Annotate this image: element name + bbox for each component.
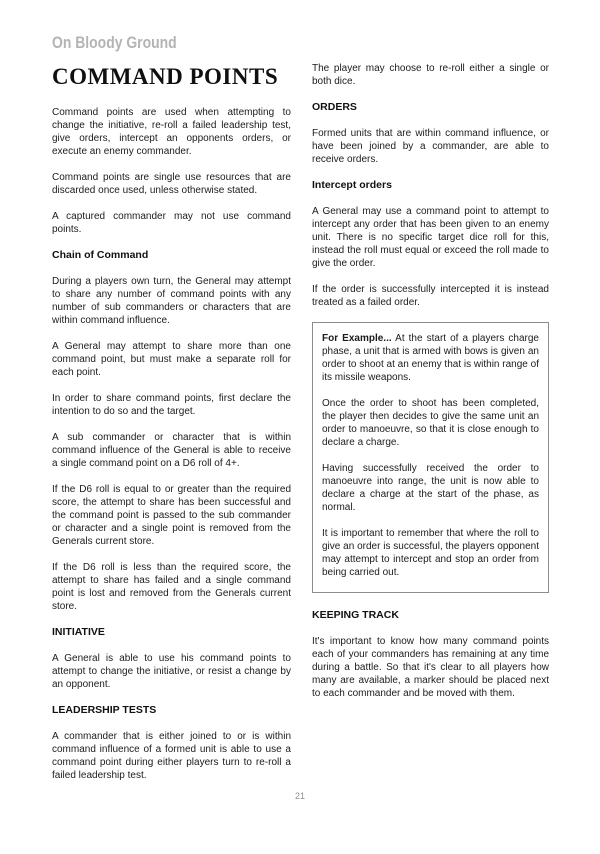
heading-intercept-orders: Intercept orders — [312, 179, 392, 191]
paragraph: Command points are used when attempting to change the initiative, re-roll a failed leadership test, give orders, intercept an opponents orders, or execute an enemy commander. — [52, 107, 291, 157]
page-title: COMMAND POINTS — [52, 64, 279, 89]
heading-initiative: INITIATIVE — [52, 626, 105, 638]
paragraph: A commander that is either joined to or is within command influence of a formed unit is able to use a command point during either players turn to re-roll a failed leadership test. — [52, 731, 291, 781]
left-column — [52, 64, 291, 795]
heading-chain-of-command: Chain of Command — [52, 249, 149, 261]
example-paragraph — [322, 332, 539, 384]
paragraph: If the D6 roll is equal to or greater than the required score, the attempt to share has been successful and the command point is passed to the sub commander or character and a single point is removed from the Generals current store. — [52, 484, 291, 547]
page-header-brand: On Bloody Ground — [52, 33, 177, 52]
paragraph: A sub commander or character that is within command influence of the General is able to receive a single command point on a D6 roll of 4+. — [52, 432, 291, 469]
paragraph: If the order is successfully intercepted it is instead treated as a failed order. — [312, 284, 549, 308]
heading-leadership-tests: LEADERSHIP TESTS — [52, 704, 157, 716]
paragraph: A General is able to use his command points to attempt to change the initiative, or resist a change by an opponent. — [52, 653, 291, 690]
paragraph: During a players own turn, the General may attempt to share any number of command points with any number of sub commanders or characters that are within command influence. — [52, 276, 291, 326]
page-number: 21 — [294, 791, 305, 801]
example-box — [312, 322, 549, 593]
right-column — [312, 62, 549, 713]
example-paragraph: Once the order to shoot has been completed, the player then decides to give the same unit an order to manoeuvre, so that it is close enough to declare a charge. — [322, 398, 539, 448]
heading-keeping-track: KEEPING TRACK — [312, 609, 399, 621]
paragraph: A captured commander may not use command points. — [52, 211, 291, 235]
example-lead: For Example... — [322, 333, 392, 344]
example-paragraph: Having successfully received the order to manoeuvre into range, the unit is now able to declare a charge at the start of the phase, as normal. — [322, 463, 539, 513]
paragraph: A General may use a command point to attempt to intercept any order that has been given to an enemy unit. There is no specific target dice roll for this, instead the roll must equal or exceed the roll made to give the order. — [312, 206, 549, 269]
example-paragraph: It is important to remember that where the roll to give an order is successful, the players opponent may attempt to intercept and stop an order from being carried out. — [322, 528, 539, 578]
paragraph: If the D6 roll is less than the required score, the attempt to share has failed and a single command point is lost and removed from the Generals current store. — [52, 562, 291, 612]
paragraph: The player may choose to re-roll either a single or both dice. — [312, 63, 549, 87]
paragraph: In order to share command points, first declare the intention to do so and the target. — [52, 393, 291, 417]
heading-orders: ORDERS — [312, 101, 357, 113]
example-lead-rest: At the start of a players charge phase, a unit that is armed with bows is given an order to shoot at an enemy that is within range of its missile weapons. — [322, 333, 539, 383]
paragraph: Command points are single use resources that are discarded once used, unless otherwise stated. — [52, 172, 291, 196]
paragraph: It's important to know how many command points each of your commanders has remaining at any time during a battle. So that it's clear to all players how many are available, a marker should be placed next to each commander and be moved with them. — [312, 636, 549, 699]
paragraph: A General may attempt to share more than one command point, but must make a separate roll for each point. — [52, 341, 291, 378]
paragraph: Formed units that are within command influence, or have been joined by a commander, are able to receive orders. — [312, 128, 549, 165]
